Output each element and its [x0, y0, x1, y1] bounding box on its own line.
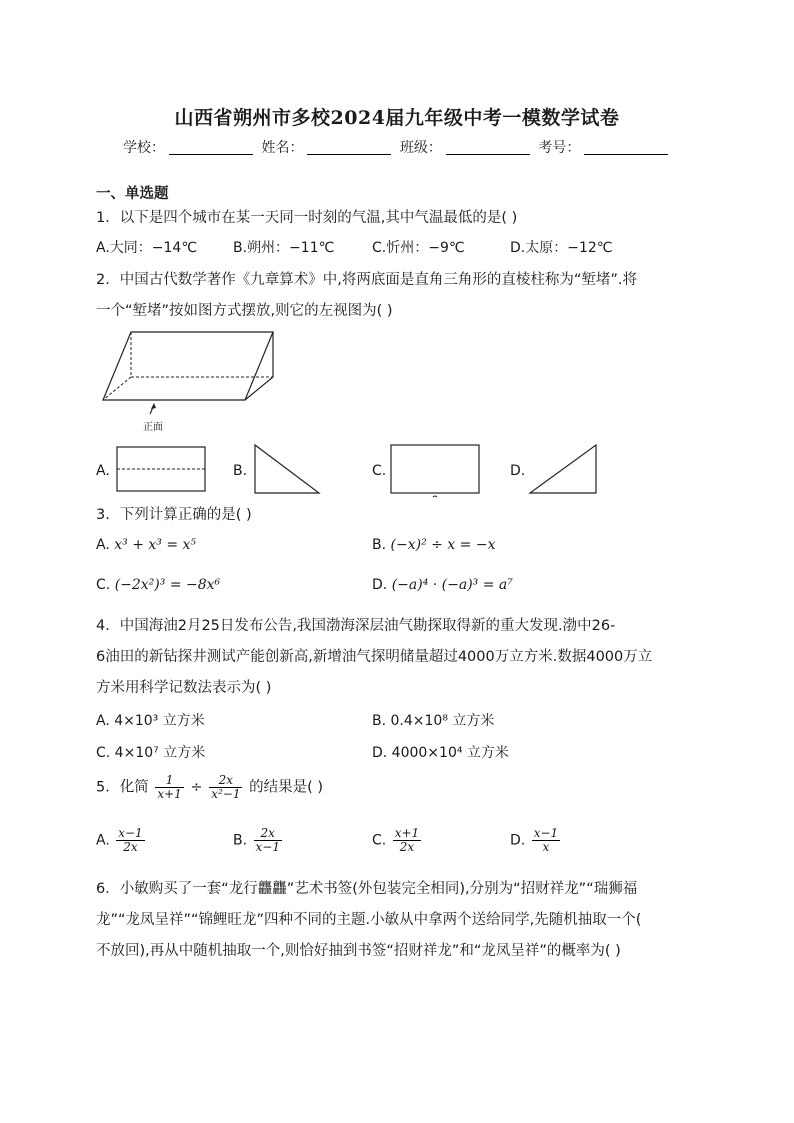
q4-option-d: D. 4000×10⁴ 立方米	[372, 745, 509, 761]
q5-d-numerator: x−1	[533, 826, 559, 840]
q5-option-a	[96, 827, 147, 854]
q2-option-b-figure	[253, 443, 323, 495]
q5-f2-denominator: x²−1	[211, 787, 241, 801]
q3-option-c-expr: (−2x²)³ = −8x⁶	[114, 577, 221, 593]
q5-operator: ÷	[190, 779, 203, 796]
q3-option-c	[96, 577, 220, 593]
q5-option-c-label: C.	[372, 832, 387, 849]
q5-option-b-label: B.	[233, 832, 248, 849]
q3-option-a-expr: x³ + x³ = x⁵	[114, 537, 197, 553]
q5-prefix: 5．化简	[96, 779, 149, 796]
name-label: 姓名：	[261, 140, 304, 156]
q4-stem-line3: 方米用科学记数法表示为( )	[96, 680, 272, 696]
q3-option-d-label: D.	[372, 577, 388, 593]
q5-f1-numerator: 1	[155, 774, 183, 788]
q5-b-numerator: 2x	[254, 827, 282, 841]
q1-option-b: B.朔州：−11℃	[233, 240, 335, 256]
q2-option-d-label: D.	[510, 463, 526, 479]
q5-f2-numerator: 2x	[209, 774, 242, 788]
q2-option-a-label: A.	[96, 463, 110, 479]
q3-option-b	[372, 537, 495, 553]
q5-c-denominator: 2x	[399, 840, 415, 854]
q5-c-numerator: x+1	[394, 826, 420, 840]
q1-option-a: A.大同：−14℃	[96, 240, 198, 256]
q5-f1-denominator: x+1	[157, 787, 182, 801]
q4-option-a: A. 4×10³ 立方米	[96, 713, 205, 729]
name-blank[interactable]	[307, 140, 391, 155]
q3-option-c-label: C.	[96, 577, 111, 593]
student-info-row	[123, 137, 672, 157]
q3-option-b-label: B.	[372, 537, 387, 553]
q1-option-c: C.忻州：−9℃	[372, 240, 465, 256]
q5-option-a-fraction	[116, 827, 144, 854]
q5-a-numerator: x−1	[118, 826, 143, 840]
q5-fraction-2	[209, 774, 242, 801]
q5-option-b-fraction	[254, 827, 282, 854]
q3-option-a	[96, 537, 196, 553]
class-label: 班级：	[399, 140, 442, 156]
number-label: 考号：	[538, 140, 581, 156]
q3-option-a-label: A.	[96, 537, 110, 553]
q3-option-d	[372, 577, 513, 593]
q5-option-c-fraction	[393, 827, 421, 854]
q2-option-b-label: B.	[233, 463, 248, 479]
q6-stem-line1: 6．小敏购买了一套“龙行龘龘”艺术书签(外包装完全相同),分别为“招财祥龙”“瑞狮福	[96, 881, 638, 897]
q1-stem: 1．以下是四个城市在某一天同一时刻的气温,其中气温最低的是( )	[96, 210, 518, 226]
q5-option-d	[510, 827, 562, 854]
q3-option-d-expr: (−a)⁴ · (−a)³ = a⁷	[391, 577, 513, 593]
q5-fraction-1	[155, 774, 183, 801]
q2-option-c-label: C.	[372, 463, 387, 479]
q5-a-denominator: 2x	[123, 840, 138, 854]
q5-suffix: 的结果是( )	[249, 779, 324, 796]
q3-stem: 3．下列计算正确的是( )	[96, 507, 252, 523]
school-blank[interactable]	[169, 140, 253, 155]
page-title: 山西省朔州市多校2024届九年级中考一模数学试卷	[174, 107, 620, 129]
q2-option-c-figure	[390, 444, 482, 500]
q5-option-c	[372, 827, 423, 854]
q5-d-denominator: x	[542, 840, 550, 854]
section-heading: 一、单选题	[96, 186, 169, 202]
q4-option-c: C. 4×10⁷ 立方米	[96, 745, 206, 761]
q5-option-a-label: A.	[96, 832, 110, 849]
number-blank[interactable]	[584, 140, 668, 155]
q5-option-d-label: D.	[510, 832, 526, 849]
q3-option-b-expr: (−x)² ÷ x = −x	[390, 537, 496, 553]
school-label: 学校：	[123, 140, 165, 156]
q2-option-a-figure	[116, 446, 208, 494]
q2-stem-line1: 2．中国古代数学著作《九章算术》中,将两底面是直角三角形的直棱柱称为“堑堵”.将	[96, 272, 637, 288]
q5-option-d-fraction	[532, 827, 560, 854]
prism-figure	[98, 325, 278, 435]
q5-b-denominator: x−1	[255, 840, 280, 854]
class-blank[interactable]	[446, 140, 530, 155]
q5-option-b	[233, 827, 284, 854]
front-view-label: 正面	[143, 422, 163, 433]
q5-stem	[96, 774, 323, 801]
q4-stem-line2: 6油田的新钻探井测试产能创新高,新增油气探明储量超过4000万立方米.数据4000万立	[96, 649, 653, 665]
q4-option-b: B. 0.4×10⁸ 立方米	[372, 713, 495, 729]
q6-stem-line2: 龙”“龙凤呈祥”“锦鲤旺龙”四种不同的主题.小敏从中拿两个送给同学,先随机抽取一个(	[96, 912, 642, 928]
q1-option-d: D.太原：−12℃	[510, 240, 613, 256]
q6-stem-line3: 不放回),再从中随机抽取一个,则恰好抽到书签“招财祥龙”和“龙凤呈祥”的概率为( )	[96, 943, 621, 959]
q2-stem-line2: 一个“堑堵”按如图方式摆放,则它的左视图为( )	[96, 303, 393, 319]
q2-option-d-figure	[528, 443, 600, 495]
q4-stem-line1: 4．中国海油2月25日发布公告,我国渤海深层油气勘探取得新的重大发现.渤中26-	[96, 618, 616, 634]
